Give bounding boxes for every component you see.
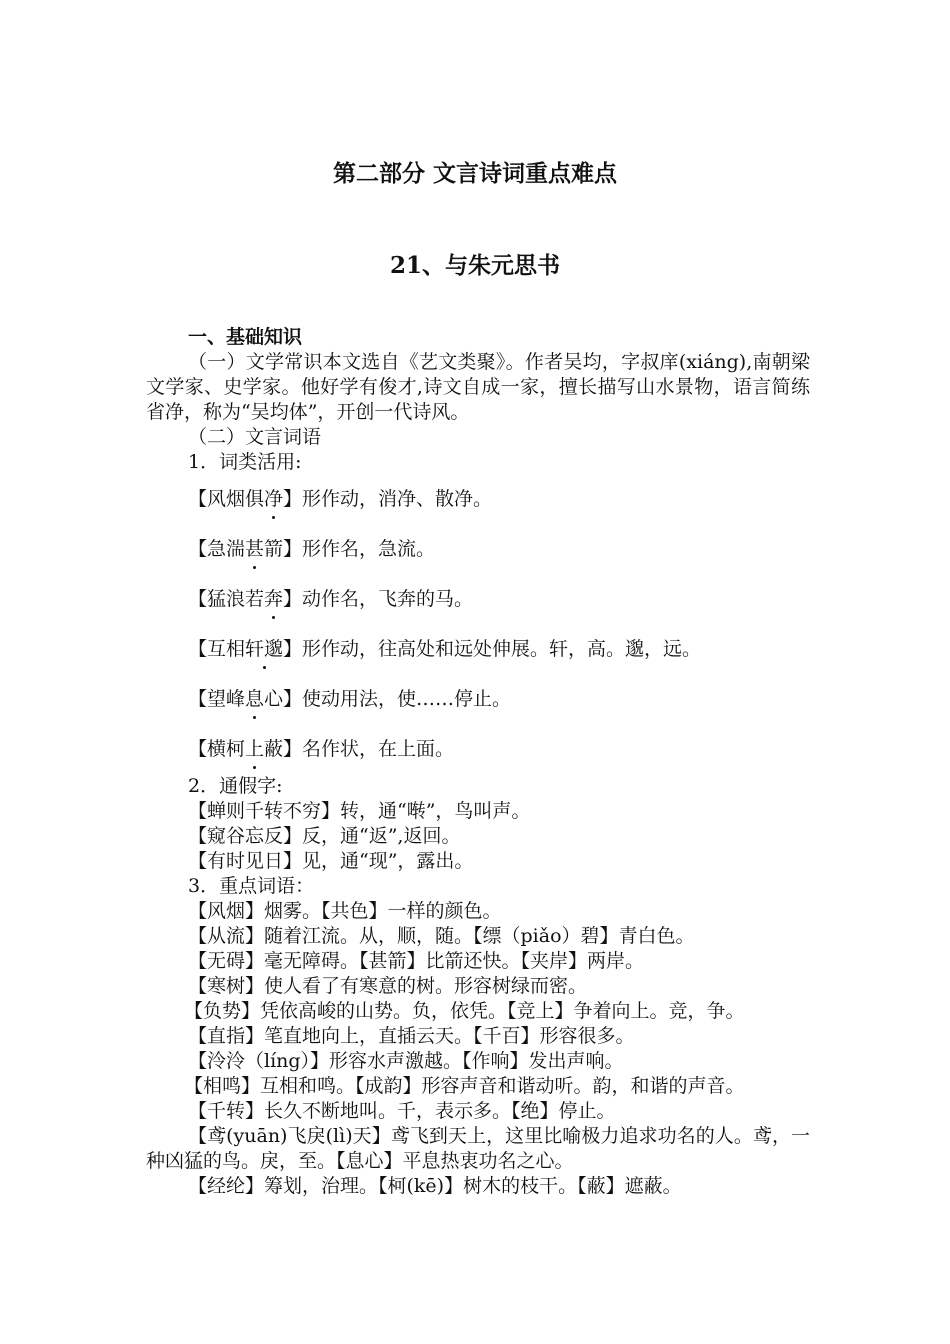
class-use-item: 【望峰息心】使动用法，使……停止。 — [188, 688, 512, 710]
class-use-heading: 1．词类活用: — [188, 451, 302, 473]
vocab-heading: （二）文言词语 — [188, 426, 322, 448]
key-words-item: 【负势】凭依高峻的山势。负，依凭。【竞上】争着向上。竞，争。 — [184, 1000, 745, 1022]
key-words-item: 【从流】随着江流。从，顺，随。【缥（piǎo）碧】青白色。 — [188, 925, 695, 947]
key-words-item: 【风烟】烟雾。【共色】一样的颜色。 — [188, 900, 502, 922]
tongjia-heading: 2．通假字: — [188, 775, 283, 797]
emphasis-dot-text: 上 — [245, 738, 265, 760]
tongjia-item: 【窥谷忘反】反，通“返”,返回。 — [188, 825, 461, 847]
emphasis-dot-text: 湍甚箭 — [226, 538, 284, 560]
key-words-item: 【鸢(yuān)飞戾(lì)天】鸢飞到天上，这里比喻极力追求功名的人。鸢，一种凶猛的鸟。戾，至。【息心】平息热衷功名之心。 — [146, 1125, 810, 1172]
key-words-heading: 3．重点词语： — [188, 875, 315, 897]
key-words-item: 【无碍】毫无障碍。【甚箭】比箭还快。【夹岸】两岸。 — [188, 950, 645, 972]
key-words-item: 【泠泠（líng）】形容水声激越。【作响】发出声响。 — [188, 1050, 624, 1072]
key-words-item: 【直指】笔直地向上，直插云天。【千百】形容很多。 — [188, 1025, 635, 1047]
class-use-item: 【急湍甚箭】形作名，急流。 — [188, 538, 436, 560]
literary-knowledge-paragraph: （一）文学常识本文选自《艺文类聚》。作者吴均，字叔庠(xiáng),南朝梁文学家、史学家。他好学有俊才,诗文自成一家，擅长描写山水景物，语言简练省净，称为“吴均体”，开创一代诗风。 — [146, 351, 810, 423]
tongjia-item: 【有时见日】见，通“现”，露出。 — [188, 850, 474, 872]
class-use-list — [146, 487, 810, 774]
emphasis-dot-text: 净 — [264, 488, 284, 510]
key-words-item: 【相鸣】互相和鸣。【成韵】形容声音和谐动听。韵，和谐的声音。 — [184, 1075, 745, 1097]
key-words-item: 【寒树】使人看了有寒意的树。形容树绿而密。 — [188, 975, 588, 997]
key-words-item: 【经纶】筹划，治理。【柯(kē)】树木的枝干。【蔽】遮蔽。 — [188, 1175, 682, 1197]
emphasis-dot-text: 轩邈 — [245, 638, 284, 660]
class-use-item: 【猛浪若奔】动作名，飞奔的马。 — [188, 588, 474, 610]
document-body — [146, 325, 810, 1199]
key-words-item: 【千转】长久不断地叫。千，表示多。【绝】停止。 — [188, 1100, 616, 1122]
class-use-item: 【互相轩邈】形作动，往高处和远处伸展。轩，高。邈，远。 — [188, 638, 702, 660]
emphasis-dot-text: 息 — [245, 688, 265, 710]
tongjia-item: 【蝉则千转不穷】转，通“啭”，鸟叫声。 — [188, 800, 531, 822]
class-use-item: 【横柯上蔽】名作状，在上面。 — [188, 738, 455, 760]
emphasis-dot-text: 奔 — [264, 588, 284, 610]
section-heading: 一、基础知识 — [188, 326, 303, 348]
lesson-title: 21、与朱元思书 — [389, 252, 560, 279]
part-title: 第二部分 文言诗词重点难点 — [332, 160, 617, 187]
class-use-item: 【风烟俱净】形作动，消净、散净。 — [188, 488, 493, 510]
